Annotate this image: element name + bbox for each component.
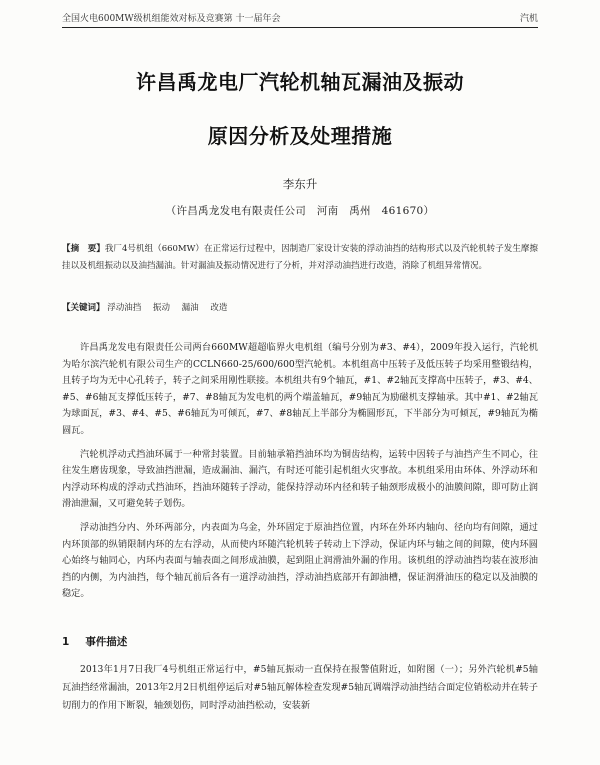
keyword: 振动 (152, 303, 170, 313)
header-rule (62, 27, 538, 28)
running-header-left: 全国火电600MW级机组能效对标及竞赛第 十一届年会 (62, 14, 281, 24)
body-paragraph: 2013年1月7日我厂4号机组正常运行中，#5轴瓦振动一直保持在报警值附近，如附图（一）；另外汽轮机#5轴瓦油挡经常漏油，2013年2月2日机组停运后对#5轴瓦解体检查发现#5轴瓦调端浮动油挡结合面定位销松动并在转子切削力的作用下断裂，轴颈划伤，同时浮动油挡松动，安装新 (62, 664, 538, 711)
section-number: 1 (62, 636, 70, 648)
author-name: 李东升 (282, 177, 318, 191)
keywords-tag: 【关键词】 (62, 303, 105, 313)
abstract-tag: 【摘 要】 (62, 244, 105, 254)
section-heading (62, 634, 127, 649)
body-paragraph: 浮动油挡分内、外环两部分，内表面为乌金，外环固定于原油挡位置，内环在外环内轴向、径向均有间隙，通过内环顶部的纵销限制内环的左右浮动，从而使内环随汽轮机转子转动上下浮动，保证内环与轴之间的间隙，使内环圆心始终与轴同心，内环内表面与轴表面之间形成油膜，起到阻止润滑油外漏的作用。该机组的浮动油挡均装在波形油挡的内侧，为内油挡，每个轴瓦前后各有一道浮动油挡，浮动油挡底部开有卸油槽，保证润滑油压的稳定以及油膜的稳定。 (62, 521, 538, 600)
body-paragraph: 汽轮机浮动式挡油环属于一种常封装置。目前轴承箱挡油环均为铜齿结构，运转中因转子与油挡产生不同心，往往发生磨齿现象，导致油挡泄漏，造成漏油、漏汽，有时还可能引起机组火灾事故。本机组采用由环体、外浮动环和内浮动环构成的浮动式挡油环，挡油环随转子浮动，能保持浮动环内径和转子轴颈形成极小的油膜间隙，即可防止润滑油泄漏，又可避免转子划伤。 (62, 448, 538, 510)
running-header (62, 12, 538, 26)
keyword: 改造 (210, 303, 228, 313)
abstract (62, 241, 538, 275)
paper-title-line-1: 许昌禹龙电厂汽轮机轴瓦漏油及振动 (136, 70, 464, 94)
keyword: 漏油 (181, 303, 199, 313)
running-header-right: 汽机 (519, 14, 538, 24)
body-paragraph: 许昌禹龙发电有限责任公司两台660MW超超临界火电机组（编号分别为#3、#4），2009年投入运行，汽轮机为哈尔滨汽轮机有限公司生产的CCLN660-25/600/600型汽轮机。本机组高中压转子及低压转子均采用整锻结构，且转子均为无中心孔转子，转子之间采用刚性联接。本机组共有9个轴瓦，#1、#2轴瓦支撑高中压转子，#3、#4、#5、#6轴瓦支撑低压转子，#7、#8轴瓦为发电机的两个端盖轴瓦，#9轴瓦为励磁机支撑轴承。其中#1、#2轴瓦为球面瓦，#3、#4、#5、#6轴瓦为可倾瓦，#7、#8轴瓦上半部分为椭圆形瓦，下半部分为可倾瓦，#9轴瓦为椭圆瓦。 (62, 342, 538, 436)
section-body (62, 661, 538, 715)
author-affiliation: （许昌禹龙发电有限责任公司 河南 禹州 461670） (165, 205, 435, 217)
paper-title-line-2: 原因分析及处理措施 (207, 124, 393, 148)
section-title: 事件描述 (85, 636, 128, 648)
keywords (62, 300, 538, 316)
body-intro (62, 340, 538, 610)
abstract-text: 我厂4号机组（660MW）在正常运行过程中，因制造厂家设计安装的浮动油挡的结构形式以及汽轮机转子发生摩擦挂以及机组振动以及油挡漏油。针对漏油及振动情况进行了分析，并对浮动油挡进行改造，消除了机组异常情况。 (62, 244, 538, 271)
keyword: 浮动油挡 (107, 303, 142, 313)
